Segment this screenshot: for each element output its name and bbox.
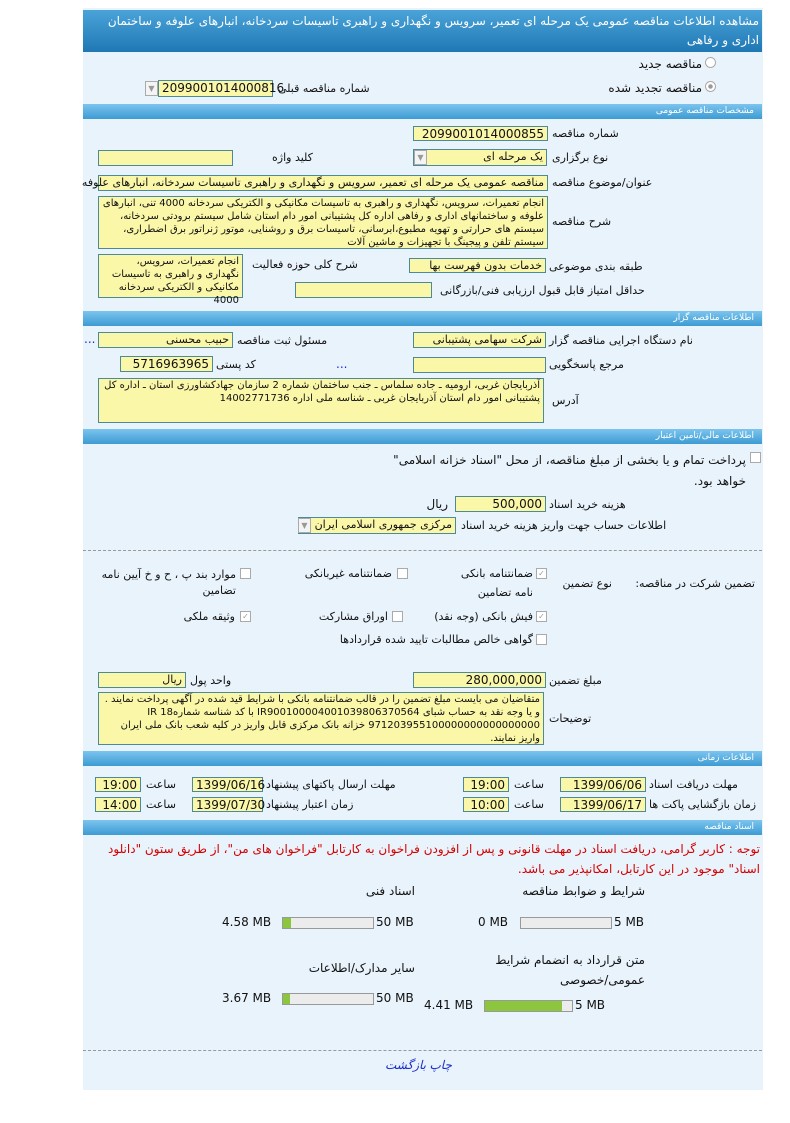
footer-links (385, 1058, 452, 1072)
doc-used-terms: 0 MB (478, 915, 509, 929)
currency-unit-label: واحد پول (190, 674, 232, 687)
doc-max-technical: 50 MB (376, 915, 414, 929)
progress-bar-contract (484, 1000, 573, 1012)
validity-label: زمان اعتبار پیشنهاد (266, 798, 354, 811)
divider (83, 550, 762, 551)
activity-textarea[interactable] (98, 254, 243, 306)
bonds-label: اوراق مشارکت (318, 610, 388, 623)
tender-number-field: 2099001014000855 (413, 126, 548, 141)
currency-unit-field: ریال (98, 672, 186, 688)
divider (83, 1050, 762, 1051)
bank-guarantee-label: ضمانتنامه بانکی (460, 567, 533, 580)
renewed-tender-label: مناقصه تجدید شده (608, 81, 702, 95)
section-header-timing: اطلاعات زمانی (83, 751, 762, 766)
nonbank-guarantee-checkbox[interactable] (397, 568, 408, 579)
progress-bar-other (282, 993, 374, 1005)
radio-new-tender[interactable] (705, 57, 716, 68)
opening-date: 1399/06/17 (560, 797, 646, 812)
bank-guarantee-checkbox[interactable]: ✓ (536, 568, 547, 579)
progress-bar-technical (282, 917, 374, 929)
ref-label: مرجع پاسخگویی (549, 358, 624, 371)
registrar-field: حبیب محسنی (98, 332, 233, 348)
clause-items-label: موارد بند پ ، ح و خ آیین نامه تضامین (101, 568, 236, 597)
chevron-down-icon[interactable]: ▼ (145, 81, 158, 96)
hour-label: ساعت (146, 798, 176, 811)
guarantee-label: تضمین شرکت در مناقصه: (635, 577, 755, 590)
doc-label-technical: اسناد فنی (365, 884, 415, 898)
section-header-financial: اطلاعات مالی/تامین اعتبار (83, 429, 762, 444)
subject-field: مناقصه عمومی یک مرحله ای تعمیر، سرویس و نگهداری و راهبری تاسیسات سردخانه، انبارهای علوفه (98, 175, 548, 191)
hold-type-select[interactable]: یک مرحله ای (413, 149, 547, 166)
doc-max-contract: 5 MB (575, 998, 606, 1012)
print-link[interactable]: چاپ (429, 1058, 452, 1072)
receivables-certificate-checkbox[interactable] (536, 634, 547, 645)
progress-fill (283, 994, 290, 1004)
activity-label: شرح کلی حوزه فعالیت (252, 258, 358, 271)
doc-label-other: سایر مدارک/اطلاعات (308, 961, 415, 975)
back-link[interactable]: بازگشت (385, 1058, 426, 1072)
doc-fee-field: 500,000 (455, 496, 546, 512)
section-header-general: مشخصات مناقصه عمومی (83, 104, 762, 119)
postal-field: 5716963965 (120, 356, 213, 372)
radio-renewed-tender[interactable] (705, 81, 716, 92)
subject-label: عنوان/موضوع مناقصه (552, 176, 653, 189)
hour-label: ساعت (514, 778, 544, 791)
section-header-documents: اسناد مناقصه (83, 820, 762, 835)
registrar-more-link[interactable]: ... (84, 332, 96, 346)
chevron-down-icon[interactable]: ▼ (298, 518, 311, 533)
prev-number-label: شماره مناقصه قبلی (278, 82, 370, 95)
org-label: نام دستگاه اجرایی مناقصه گزار (549, 334, 693, 347)
doc-label-contract: متن قرارداد به انضمام شرایط عمومی/خصوصی (495, 953, 645, 987)
activity-text: انجام تعمیرات، سرویس، نگهداری و راهبری به تاسیسات مکانیکی و الکتریکی سردخانه 4000 (111, 256, 239, 306)
description-textarea[interactable] (98, 196, 548, 249)
description-label: شرح مناقصه (552, 215, 612, 228)
number-label: شماره مناقصه (552, 127, 619, 140)
bonds-checkbox[interactable] (392, 611, 403, 622)
receivables-certificate-label: گواهی خالص مطالبات تایید شده قراردادها (339, 633, 533, 646)
min-score-field (295, 282, 432, 298)
property-collateral-checkbox[interactable]: ✓ (240, 611, 251, 622)
address-textarea: آذربایجان غربی، ارومیه ـ جاده سلماس ـ جنب ساختمان شماره 2 سازمان جهادکشاورزی استان ـ اداره کل پشتیبانی امور دام استان آذربایجان غربی ـ شناسه ملی اداره 14002771736 (98, 378, 544, 423)
cash-receipt-label: فیش بانکی (وجه نقد) (434, 610, 533, 623)
postal-label: کد پستی (216, 358, 256, 371)
keyword-field[interactable] (98, 150, 233, 166)
validity-time: 14:00 (95, 797, 141, 812)
treasury-text: پرداخت تمام و یا بخشی از مبلغ مناقصه، از محل "اسناد خزانه اسلامی" خواهد بود. (393, 453, 746, 488)
ref-field (413, 357, 546, 373)
submit-label: مهلت ارسال پاکتهای پیشنهاد (266, 778, 396, 791)
new-tender-label: مناقصه جدید (638, 57, 702, 71)
page-background (83, 8, 763, 1090)
doc-fee-currency: ریال (426, 497, 448, 511)
address-label: آدرس (552, 394, 579, 407)
hour-label: ساعت (146, 778, 176, 791)
section-header-organizer: اطلاعات مناقصه گزار (83, 311, 762, 326)
registrar-label: مسئول ثبت مناقصه (237, 334, 328, 347)
doc-max-terms: 5 MB (614, 915, 645, 929)
doc-used-contract: 4.41 MB (424, 998, 474, 1012)
ref-more-link[interactable]: ... (336, 357, 348, 371)
category-label: طبقه بندی موضوعی (549, 260, 643, 273)
nonbank-guarantee-label: ضمانتنامه غیربانکی (304, 567, 392, 580)
doc-label-terms: شرایط و ضوابط مناقصه (522, 884, 645, 898)
validity-date: 1399/07/30 (192, 797, 263, 812)
prev-number-field[interactable]: 2099001014000816 (158, 80, 273, 97)
doc-max-other: 50 MB (376, 991, 414, 1005)
notes-label: توضیحات (549, 712, 592, 725)
guarantee-amount-field: 280,000,000 (413, 672, 546, 688)
submit-date: 1399/06/16 (192, 777, 263, 792)
submit-time: 19:00 (95, 777, 141, 792)
doc-receive-time: 19:00 (463, 777, 509, 792)
keyword-label: کلید واژه (272, 151, 313, 164)
hour-label: ساعت (514, 798, 544, 811)
treasury-checkbox[interactable] (750, 452, 761, 463)
property-collateral-label: وثیقه ملکی (183, 610, 235, 623)
org-field: شرکت سهامی پشتیبانی (413, 332, 546, 348)
doc-fee-label: هزینه خرید اسناد (549, 498, 626, 511)
documents-notice: توجه : کاربر گرامی، دریافت اسناد در مهلت قانونی و پس از افزودن فراخوان به کارتابل "فراخوان های من"، از طریق ستون "دانلود اسناد" موجود در این کارتابل، امکانپذیر می باشد. (108, 842, 760, 876)
hold-type-label: نوع برگزاری (552, 151, 609, 164)
doc-receive-label: مهلت دریافت اسناد (649, 778, 738, 791)
notes-textarea: متقاضیان می بایست مبلغ تضمین را در قالب ضمانتنامه بانکی با شرایط قید شده در آگهی پرداخت نمایند . و یا وجه نقد به حساب شبای IR900100004001039806370564 با کد شناسه شماره18 IR 971203955100000000000000000 خزانه بانک مرکزی قابل واریز در کلیه شعب بانک ملی ایران واریز نمایند. (98, 692, 544, 745)
account-select[interactable]: مرکزی جمهوری اسلامی ایران (298, 517, 456, 534)
doc-used-other: 3.67 MB (222, 991, 272, 1005)
progress-bar-terms (520, 917, 612, 929)
cash-receipt-checkbox[interactable]: ✓ (536, 611, 547, 622)
progress-fill (283, 918, 291, 928)
opening-time: 10:00 (463, 797, 509, 812)
chevron-down-icon[interactable]: ▼ (414, 150, 427, 165)
bank-guarantee-label-2: نامه تضامین (477, 586, 533, 599)
account-label: اطلاعات حساب جهت واریز هزینه خرید اسناد (461, 519, 667, 532)
guarantee-amount-label: مبلغ تضمین (549, 674, 602, 687)
category-field: خدمات بدون فهرست بها (409, 258, 546, 273)
page-title: مشاهده اطلاعات مناقصه عمومی یک مرحله ای تعمیر، سرویس و نگهداری و راهبری تاسیسات سردخانه، انبارهای علوفه و ساختمان اداری و رفاهی (83, 10, 762, 52)
doc-receive-date: 1399/06/06 (560, 777, 646, 792)
opening-label: زمان بازگشایی پاکت ها (649, 798, 757, 811)
guarantee-type-label: نوع تضمین (562, 577, 612, 590)
min-score-label: حداقل امتیاز قابل قبول ارزیابی فنی/بازرگانی (440, 284, 645, 297)
doc-used-technical: 4.58 MB (222, 915, 272, 929)
progress-fill (485, 1001, 562, 1011)
clause-items-checkbox[interactable] (240, 568, 251, 579)
description-text: انجام تعمیرات، سرویس، نگهداری و راهبری به تاسیسات مکانیکی و الکتریکی سردخانه 4000 تنی، انبارهای علوفه و ساختمانهای اداری و رفاهی اداره کل پشتیبانی امور دام استان شامل سیستم برودتی سردخانه، سیستم های حرارتی و تهویه مطبوع،ابرسانی، تاسیسات برق و روشنایی، موتور ژنراتور برق اضطراری، سیستم تلفن و پیجینگ با تجهیزات و ماشین آلات (102, 198, 544, 248)
